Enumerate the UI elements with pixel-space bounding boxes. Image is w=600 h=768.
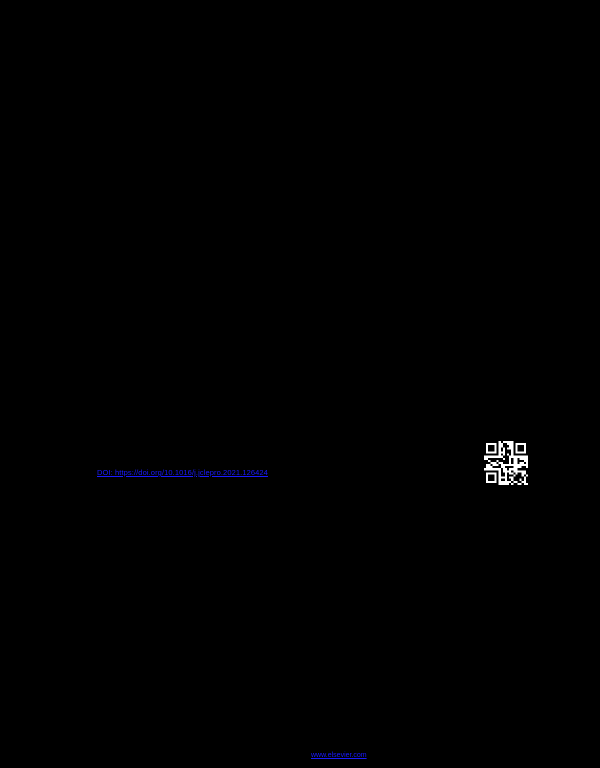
doi-link[interactable]: DOI: https://doi.org/10.1016/j.jclepro.2021.126424: [97, 468, 268, 477]
footer-link[interactable]: www.elsevier.com: [311, 752, 367, 759]
qr-code[interactable]: [484, 441, 528, 485]
qr-code-image: [484, 441, 528, 485]
